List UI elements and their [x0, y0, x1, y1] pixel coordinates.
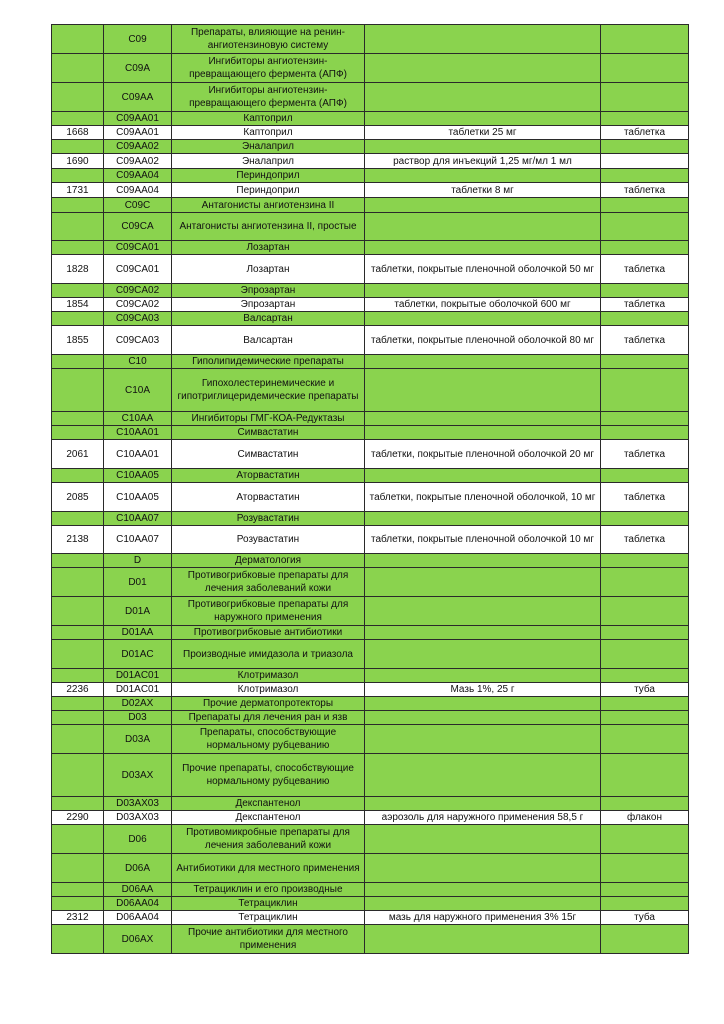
cell-code: D01	[104, 568, 172, 597]
cell-form	[365, 925, 601, 954]
cell-num	[52, 854, 104, 883]
cell-unit	[601, 512, 689, 526]
cell-code: C09CA01	[104, 255, 172, 284]
cell-form	[365, 312, 601, 326]
cell-unit	[601, 140, 689, 154]
cell-code: D03AX	[104, 754, 172, 797]
group-row	[52, 883, 689, 897]
cell-name: Декспантенол	[172, 811, 365, 825]
cell-num	[52, 697, 104, 711]
cell-form: таблетки, покрытые пленочной оболочкой 80 мг	[365, 326, 601, 355]
cell-form	[365, 640, 601, 669]
cell-name: Симвастатин	[172, 440, 365, 469]
cell-unit	[601, 469, 689, 483]
cell-form: таблетки, покрытые пленочной оболочкой 50 мг	[365, 255, 601, 284]
group-row	[52, 640, 689, 669]
cell-form	[365, 213, 601, 241]
cell-unit: таблетка	[601, 326, 689, 355]
cell-num	[52, 241, 104, 255]
cell-name: Препараты для лечения ран и язв	[172, 711, 365, 725]
cell-form	[365, 568, 601, 597]
cell-name: Дерматология	[172, 554, 365, 568]
cell-unit	[601, 412, 689, 426]
group-row	[52, 112, 689, 126]
table-row	[52, 326, 689, 355]
cell-form	[365, 554, 601, 568]
cell-unit: таблетка	[601, 298, 689, 312]
cell-unit	[601, 198, 689, 213]
cell-num: 2138	[52, 526, 104, 554]
cell-form	[365, 54, 601, 83]
cell-form	[365, 83, 601, 112]
cell-num	[52, 554, 104, 568]
cell-num	[52, 213, 104, 241]
cell-form: таблетки 25 мг	[365, 126, 601, 140]
cell-name: Каптоприл	[172, 112, 365, 126]
table-row	[52, 183, 689, 198]
cell-form: раствор для инъекций 1,25 мг/мл 1 мл	[365, 154, 601, 169]
cell-name: Валсартан	[172, 312, 365, 326]
cell-num: 2312	[52, 911, 104, 925]
cell-unit	[601, 754, 689, 797]
cell-form	[365, 512, 601, 526]
cell-unit: таблетка	[601, 483, 689, 512]
cell-num: 1855	[52, 326, 104, 355]
cell-name: Гиполипидемические препараты	[172, 355, 365, 369]
cell-name: Производные имидазола и триазола	[172, 640, 365, 669]
cell-name: Клотримазол	[172, 683, 365, 697]
cell-unit	[601, 725, 689, 754]
cell-unit	[601, 284, 689, 298]
cell-code: D03A	[104, 725, 172, 754]
cell-code: D01AC01	[104, 683, 172, 697]
cell-num	[52, 312, 104, 326]
group-row	[52, 925, 689, 954]
table-row	[52, 255, 689, 284]
group-row	[52, 169, 689, 183]
cell-unit: туба	[601, 683, 689, 697]
cell-code: D03AX03	[104, 811, 172, 825]
cell-unit: таблетка	[601, 440, 689, 469]
cell-form	[365, 426, 601, 440]
cell-unit	[601, 854, 689, 883]
cell-unit	[601, 640, 689, 669]
group-row	[52, 554, 689, 568]
cell-form	[365, 597, 601, 626]
group-row	[52, 597, 689, 626]
cell-name: Валсартан	[172, 326, 365, 355]
table-row	[52, 154, 689, 169]
cell-code: D01AA	[104, 626, 172, 640]
cell-num	[52, 25, 104, 54]
cell-unit	[601, 554, 689, 568]
cell-unit	[601, 154, 689, 169]
cell-code: C10AA01	[104, 440, 172, 469]
cell-form: таблетки 8 мг	[365, 183, 601, 198]
cell-form	[365, 140, 601, 154]
cell-code: D01A	[104, 597, 172, 626]
cell-code: D06AA04	[104, 911, 172, 925]
cell-num	[52, 54, 104, 83]
cell-name: Эпрозартан	[172, 298, 365, 312]
cell-unit: таблетка	[601, 126, 689, 140]
cell-name: Клотримазол	[172, 669, 365, 683]
cell-code: C09A	[104, 54, 172, 83]
cell-num	[52, 725, 104, 754]
cell-name: Эналаприл	[172, 154, 365, 169]
group-row	[52, 284, 689, 298]
cell-form	[365, 883, 601, 897]
group-row	[52, 825, 689, 854]
cell-num	[52, 626, 104, 640]
cell-code: C09CA03	[104, 326, 172, 355]
table-row	[52, 126, 689, 140]
cell-name: Аторвастатин	[172, 483, 365, 512]
cell-code: C09CA02	[104, 284, 172, 298]
cell-code: C09CA03	[104, 312, 172, 326]
cell-name: Противомикробные препараты для лечения заболеваний кожи	[172, 825, 365, 854]
cell-unit	[601, 626, 689, 640]
cell-form	[365, 825, 601, 854]
cell-unit	[601, 669, 689, 683]
cell-unit	[601, 697, 689, 711]
cell-code: C10AA05	[104, 483, 172, 512]
cell-num	[52, 284, 104, 298]
cell-num	[52, 426, 104, 440]
group-row	[52, 412, 689, 426]
cell-name: Лозартан	[172, 255, 365, 284]
cell-unit	[601, 369, 689, 412]
cell-unit	[601, 797, 689, 811]
cell-form	[365, 626, 601, 640]
cell-name: Лозартан	[172, 241, 365, 255]
cell-num: 1854	[52, 298, 104, 312]
cell-form	[365, 355, 601, 369]
group-row	[52, 213, 689, 241]
group-row	[52, 355, 689, 369]
group-row	[52, 198, 689, 213]
cell-form	[365, 669, 601, 683]
cell-num	[52, 140, 104, 154]
cell-name: Периндоприл	[172, 169, 365, 183]
cell-form	[365, 797, 601, 811]
cell-num	[52, 369, 104, 412]
group-row	[52, 754, 689, 797]
cell-form	[365, 198, 601, 213]
group-row	[52, 83, 689, 112]
cell-code: C10AA05	[104, 469, 172, 483]
cell-num: 1668	[52, 126, 104, 140]
cell-name: Гипохолестеринемические и гипотриглицеридемические препараты	[172, 369, 365, 412]
cell-form: таблетки, покрытые оболочкой 600 мг	[365, 298, 601, 312]
cell-num: 1690	[52, 154, 104, 169]
cell-unit	[601, 25, 689, 54]
cell-num	[52, 355, 104, 369]
group-row	[52, 140, 689, 154]
cell-name: Антагонисты ангиотензина II	[172, 198, 365, 213]
cell-unit	[601, 312, 689, 326]
cell-code: C09	[104, 25, 172, 54]
cell-form: аэрозоль для наружного применения 58,5 г	[365, 811, 601, 825]
table-row	[52, 911, 689, 925]
cell-form: таблетки, покрытые пленочной оболочкой, 10 мг	[365, 483, 601, 512]
cell-code: C09AA02	[104, 140, 172, 154]
cell-unit	[601, 597, 689, 626]
cell-form	[365, 854, 601, 883]
table-row	[52, 483, 689, 512]
cell-unit	[601, 54, 689, 83]
group-row	[52, 369, 689, 412]
cell-code: D06	[104, 825, 172, 854]
cell-code: C09AA04	[104, 169, 172, 183]
cell-code: C09CA02	[104, 298, 172, 312]
cell-form: таблетки, покрытые пленочной оболочкой 10 мг	[365, 526, 601, 554]
cell-unit	[601, 568, 689, 597]
cell-num: 2236	[52, 683, 104, 697]
cell-unit	[601, 241, 689, 255]
table-row	[52, 526, 689, 554]
cell-num	[52, 512, 104, 526]
cell-code: C09AA01	[104, 126, 172, 140]
cell-unit	[601, 825, 689, 854]
group-row	[52, 697, 689, 711]
cell-name: Эналаприл	[172, 140, 365, 154]
cell-form	[365, 725, 601, 754]
cell-form	[365, 697, 601, 711]
cell-unit	[601, 355, 689, 369]
cell-name: Антибиотики для местного применения	[172, 854, 365, 883]
cell-num	[52, 797, 104, 811]
cell-form	[365, 469, 601, 483]
cell-num	[52, 825, 104, 854]
table-row	[52, 811, 689, 825]
cell-name: Периндоприл	[172, 183, 365, 198]
cell-code: C09C	[104, 198, 172, 213]
table-row	[52, 683, 689, 697]
cell-name: Розувастатин	[172, 526, 365, 554]
cell-name: Симвастатин	[172, 426, 365, 440]
cell-unit: флакон	[601, 811, 689, 825]
group-row	[52, 312, 689, 326]
cell-name: Розувастатин	[172, 512, 365, 526]
cell-num	[52, 897, 104, 911]
cell-name: Тетрациклин и его производные	[172, 883, 365, 897]
cell-code: C10AA	[104, 412, 172, 426]
table-row	[52, 298, 689, 312]
cell-code: C09AA01	[104, 112, 172, 126]
cell-form	[365, 369, 601, 412]
cell-num	[52, 83, 104, 112]
group-row	[52, 25, 689, 54]
cell-code: C10AA07	[104, 512, 172, 526]
cell-num	[52, 669, 104, 683]
cell-code: C09AA04	[104, 183, 172, 198]
group-row	[52, 426, 689, 440]
cell-num	[52, 169, 104, 183]
cell-code: D03AX03	[104, 797, 172, 811]
cell-form	[365, 112, 601, 126]
cell-code: D	[104, 554, 172, 568]
group-row	[52, 626, 689, 640]
cell-num: 2061	[52, 440, 104, 469]
cell-code: C10	[104, 355, 172, 369]
cell-name: Тетрациклин	[172, 911, 365, 925]
group-row	[52, 669, 689, 683]
cell-unit: туба	[601, 911, 689, 925]
cell-form: таблетки, покрытые пленочной оболочкой 20 мг	[365, 440, 601, 469]
group-row	[52, 711, 689, 725]
cell-num	[52, 711, 104, 725]
drug-list-table	[51, 24, 689, 954]
cell-num	[52, 198, 104, 213]
cell-code: C10A	[104, 369, 172, 412]
cell-unit	[601, 925, 689, 954]
cell-form	[365, 754, 601, 797]
cell-form	[365, 241, 601, 255]
cell-form	[365, 284, 601, 298]
cell-name: Ингибиторы ГМГ-КОА-Редуктазы	[172, 412, 365, 426]
cell-code: C10AA07	[104, 526, 172, 554]
cell-code: C09AA	[104, 83, 172, 112]
cell-name: Противогрибковые антибиотики	[172, 626, 365, 640]
group-row	[52, 725, 689, 754]
cell-code: D06AA	[104, 883, 172, 897]
group-row	[52, 469, 689, 483]
cell-code: D02AX	[104, 697, 172, 711]
cell-form	[365, 897, 601, 911]
cell-code: C10AA01	[104, 426, 172, 440]
cell-name: Противогрибковые препараты для лечения заболеваний кожи	[172, 568, 365, 597]
table-body	[52, 25, 689, 954]
cell-name: Прочие антибиотики для местного применения	[172, 925, 365, 954]
cell-unit	[601, 883, 689, 897]
cell-num: 2290	[52, 811, 104, 825]
cell-num	[52, 883, 104, 897]
cell-form	[365, 711, 601, 725]
cell-unit: таблетка	[601, 183, 689, 198]
cell-name: Препараты, влияющие на ренин-ангиотензиновую систему	[172, 25, 365, 54]
group-row	[52, 797, 689, 811]
cell-unit	[601, 83, 689, 112]
cell-code: C09AA02	[104, 154, 172, 169]
cell-num	[52, 597, 104, 626]
cell-unit	[601, 112, 689, 126]
cell-form	[365, 412, 601, 426]
cell-code: D06AX	[104, 925, 172, 954]
cell-num	[52, 469, 104, 483]
cell-form	[365, 169, 601, 183]
cell-unit	[601, 169, 689, 183]
cell-name: Каптоприл	[172, 126, 365, 140]
cell-num	[52, 568, 104, 597]
cell-num	[52, 412, 104, 426]
cell-unit	[601, 897, 689, 911]
group-row	[52, 512, 689, 526]
group-row	[52, 568, 689, 597]
cell-code: D06A	[104, 854, 172, 883]
cell-unit: таблетка	[601, 255, 689, 284]
cell-name: Тетрациклин	[172, 897, 365, 911]
cell-num	[52, 754, 104, 797]
cell-code: C09CA	[104, 213, 172, 241]
cell-num	[52, 640, 104, 669]
cell-unit	[601, 711, 689, 725]
cell-num: 1731	[52, 183, 104, 198]
cell-name: Эпрозартан	[172, 284, 365, 298]
cell-code: D01AC	[104, 640, 172, 669]
cell-name: Прочие дерматопротекторы	[172, 697, 365, 711]
cell-num	[52, 925, 104, 954]
cell-name: Противогрибковые препараты для наружного применения	[172, 597, 365, 626]
cell-name: Ингибиторы ангиотензин-превращающего фермента (АПФ)	[172, 54, 365, 83]
cell-code: D03	[104, 711, 172, 725]
group-row	[52, 241, 689, 255]
cell-form: мазь для наружного применения 3% 15г	[365, 911, 601, 925]
cell-num: 1828	[52, 255, 104, 284]
group-row	[52, 54, 689, 83]
cell-name: Декспантенол	[172, 797, 365, 811]
cell-num	[52, 112, 104, 126]
cell-name: Антагонисты ангиотензина II, простые	[172, 213, 365, 241]
table-row	[52, 440, 689, 469]
cell-code: D01AC01	[104, 669, 172, 683]
cell-name: Ингибиторы ангиотензин-превращающего фермента (АПФ)	[172, 83, 365, 112]
cell-num: 2085	[52, 483, 104, 512]
cell-name: Аторвастатин	[172, 469, 365, 483]
cell-unit: таблетка	[601, 526, 689, 554]
group-row	[52, 854, 689, 883]
cell-form: Мазь 1%, 25 г	[365, 683, 601, 697]
cell-code: C09CA01	[104, 241, 172, 255]
cell-form	[365, 25, 601, 54]
cell-name: Прочие препараты, способствующие нормальному рубцеванию	[172, 754, 365, 797]
cell-name: Препараты, способствующие нормальному рубцеванию	[172, 725, 365, 754]
group-row	[52, 897, 689, 911]
cell-code: D06AA04	[104, 897, 172, 911]
cell-unit	[601, 213, 689, 241]
cell-unit	[601, 426, 689, 440]
